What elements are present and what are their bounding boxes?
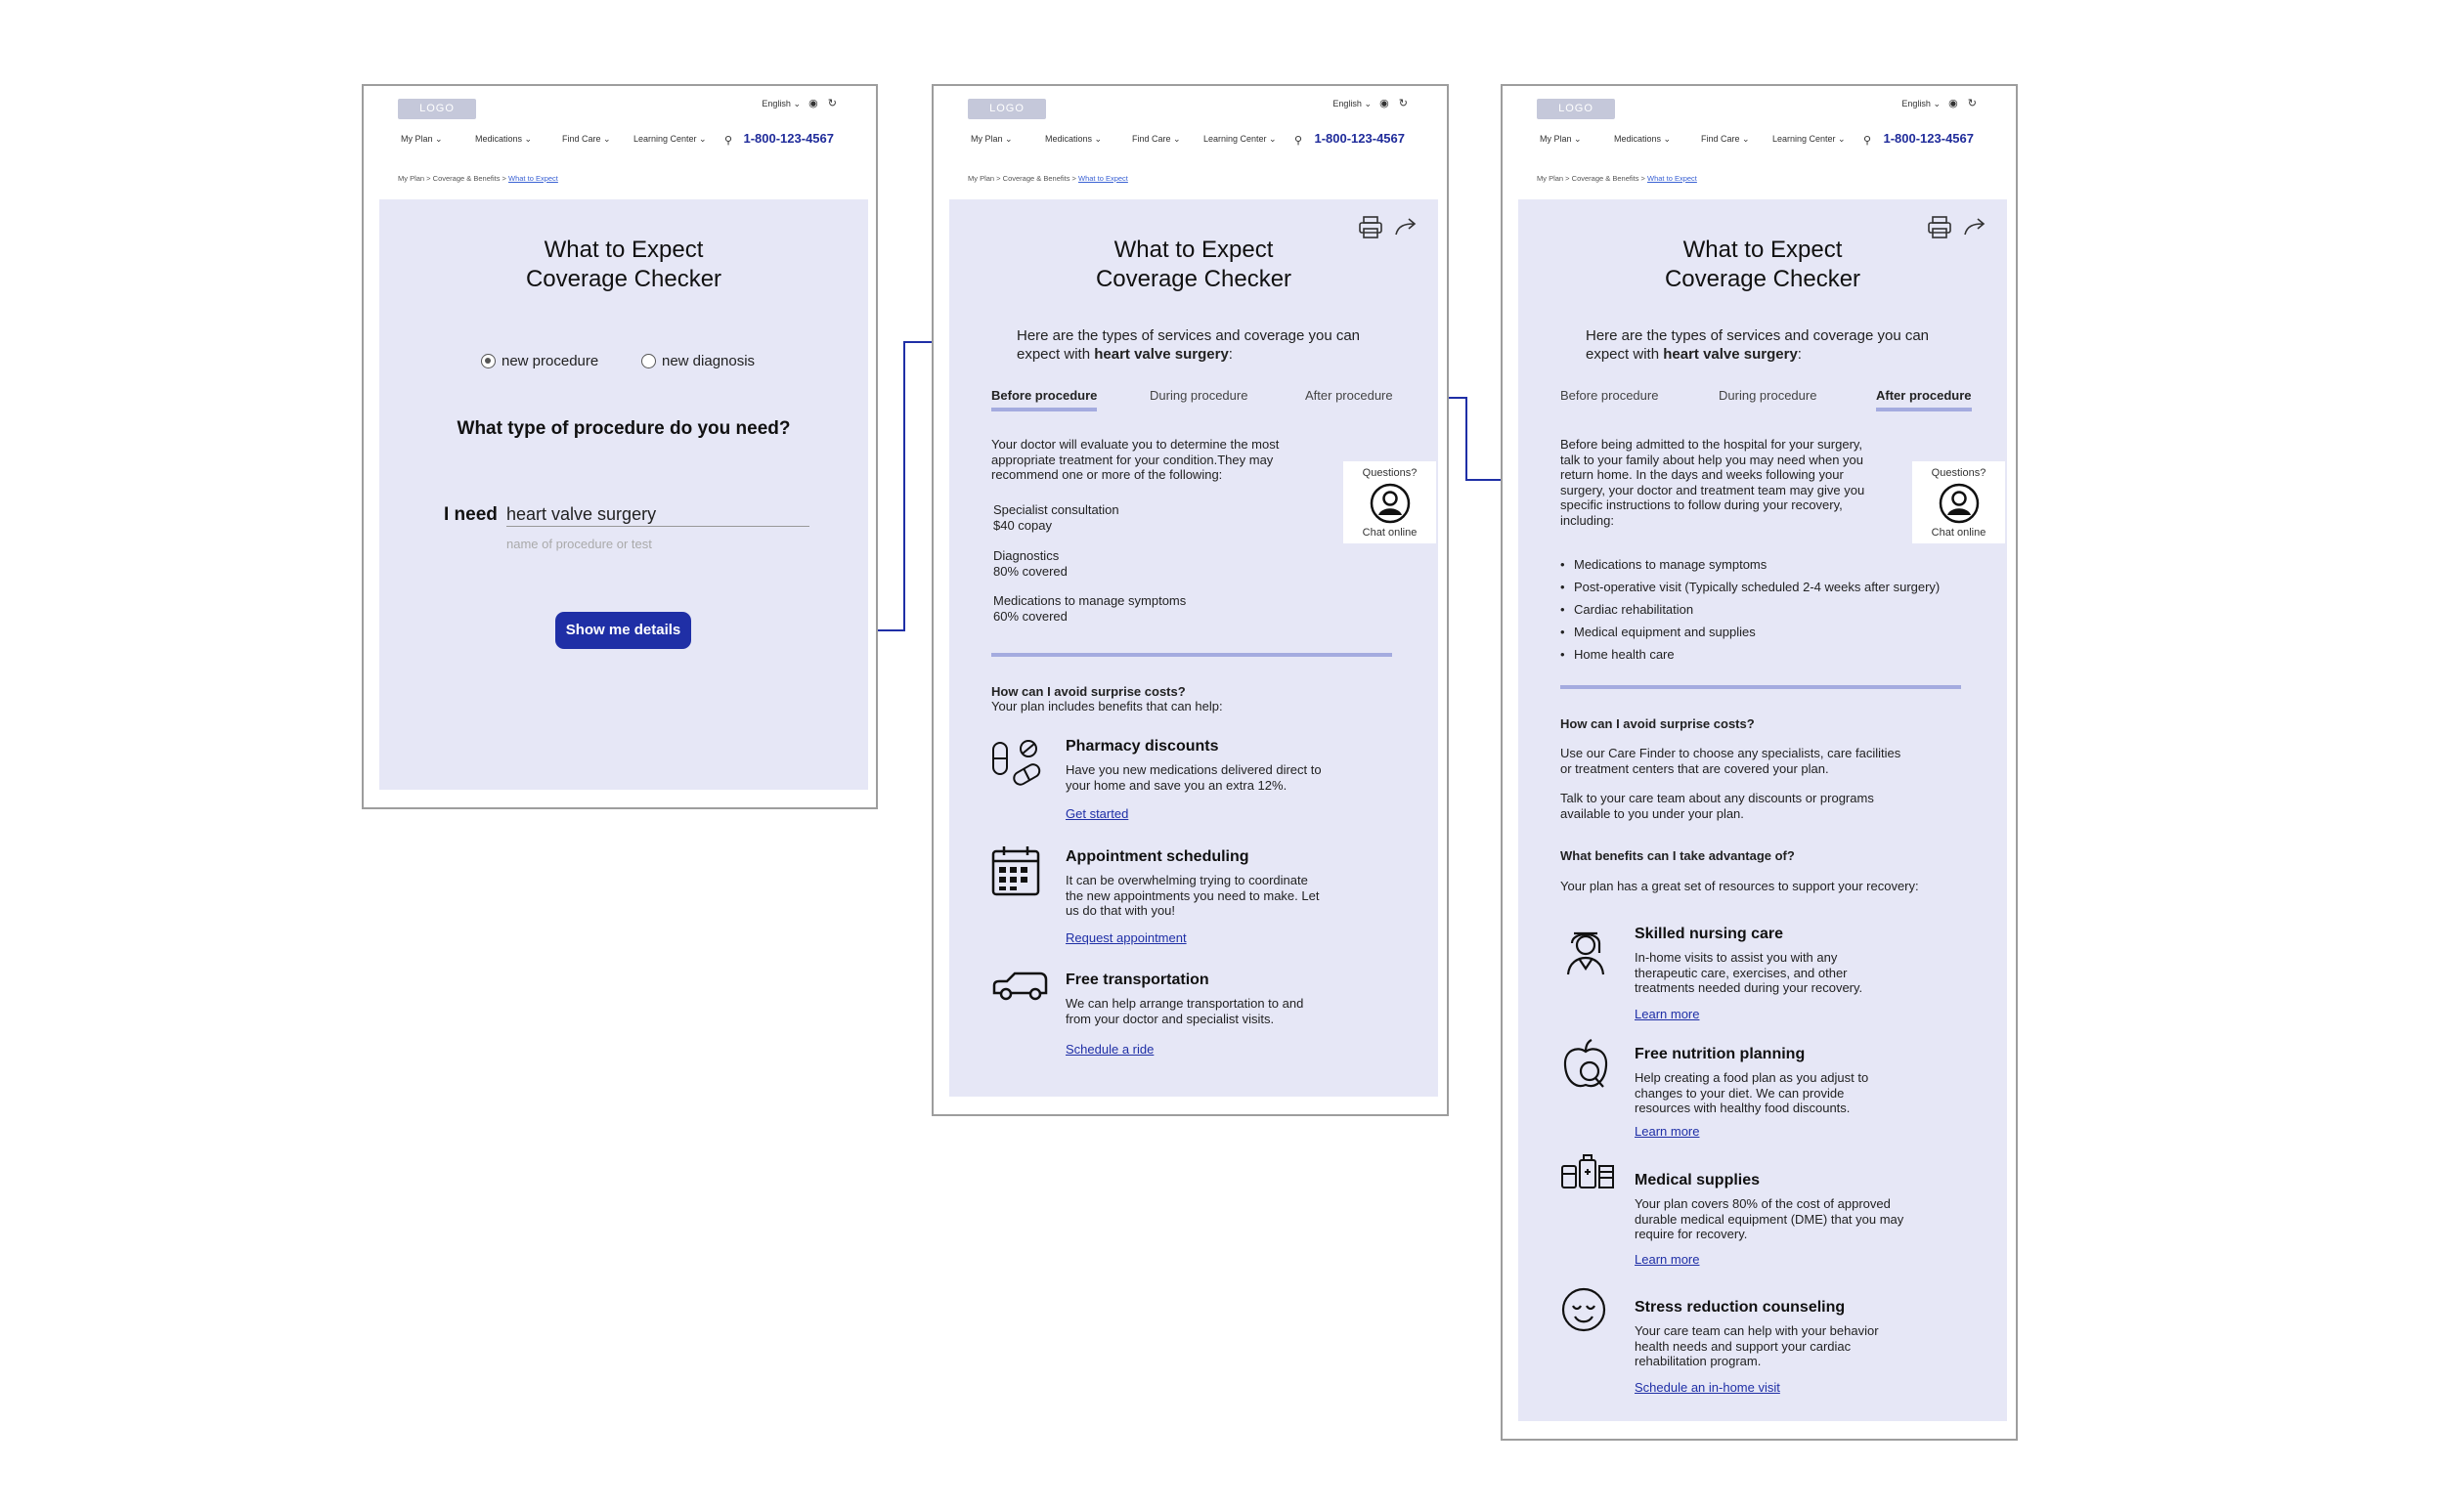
phone-number[interactable]: 1-800-123-4567	[1314, 131, 1405, 146]
coverage-item	[993, 548, 1068, 579]
breadcrumb-my-plan[interactable]: My Plan	[398, 174, 425, 183]
header-icons	[1948, 97, 1977, 109]
header-icons	[808, 97, 837, 109]
benefit-title: Free nutrition planning	[1635, 1046, 1806, 1062]
breadcrumb-current[interactable]: What to Expect	[1647, 174, 1697, 183]
nav-label: Medications	[1614, 134, 1662, 144]
nav-label: Learning Center	[633, 134, 697, 144]
title-line-2: Coverage Checker	[525, 266, 722, 292]
page-title	[949, 236, 1438, 294]
request-appointment-link[interactable]: Request appointment	[1066, 930, 1187, 945]
recovery-item: • Post-operative visit (Typically scheduled 2-4 weeks after surgery)	[1574, 580, 1940, 594]
nav-learning-center[interactable]: Learning Center ⌄	[1772, 134, 1846, 144]
benefit-description: Help creating a food plan as you adjust to changes to your diet. We can provide resources with healthy food discounts.	[1635, 1070, 1869, 1115]
account-icon[interactable]: ◉	[1948, 98, 1958, 109]
benefit-description: Have you new medications delivered direct to your home and save you an extra 12%.	[1066, 762, 1322, 793]
main-nav	[401, 134, 742, 147]
nav-label: Medications	[475, 134, 523, 144]
search-icon[interactable]: ⚲	[1863, 135, 1872, 147]
benefit-description: In-home visits to assist you with any therapeutic care, exercises, and other treatments needed during your recovery.	[1635, 950, 1863, 995]
nav-my-plan[interactable]: My Plan ⌄	[971, 134, 1013, 144]
logo: LOGO	[398, 99, 476, 119]
show-details-button[interactable]: Show me details	[555, 612, 691, 649]
coverage-item	[993, 593, 1186, 624]
print-icon[interactable]	[1360, 217, 1381, 238]
checker-panel	[379, 199, 868, 790]
print-icon[interactable]	[1929, 217, 1950, 238]
car-icon	[991, 958, 1050, 1013]
page-title	[1518, 236, 2007, 294]
nav-label: Find Care	[1132, 134, 1171, 144]
title-line-1: What to Expect	[1113, 237, 1274, 263]
account-icon[interactable]: ◉	[808, 98, 818, 109]
surprise-costs-text: Your plan includes benefits that can help:	[991, 699, 1223, 713]
coverage-item-value: 80% covered	[993, 563, 1068, 579]
breadcrumb-current[interactable]: What to Expect	[1078, 174, 1128, 183]
coverage-item-value: 60% covered	[993, 608, 1068, 624]
nav-my-plan[interactable]: My Plan ⌄	[401, 134, 443, 144]
nav-find-care[interactable]: Find Care ⌄	[562, 134, 611, 144]
procedure-name: heart valve surgery	[1094, 346, 1229, 363]
radio-label: new procedure	[502, 353, 599, 369]
tab-after-procedure[interactable]: After procedure	[1305, 388, 1393, 403]
language-selector[interactable]: English ⌄	[1901, 99, 1941, 108]
pills-icon	[991, 739, 1042, 794]
procedure-question: What type of procedure do you need?	[457, 418, 791, 439]
nav-medications[interactable]: Medications ⌄	[1045, 134, 1103, 144]
nav-medications[interactable]: Medications ⌄	[475, 134, 533, 144]
checker-panel	[1518, 199, 2007, 1421]
after-procedure-text: Before being admitted to the hospital for your surgery, talk to your family about help you may need when you return home. In the days and weeks following your surgery, your doctor and treatment team may give you specific instructions to follow during your recovery, including:	[1560, 437, 1865, 528]
notification-icon[interactable]: ↻	[1967, 98, 1977, 109]
logo: LOGO	[1537, 99, 1615, 119]
nav-label: Learning Center	[1203, 134, 1267, 144]
tab-before-procedure[interactable]: Before procedure	[991, 388, 1098, 403]
chat-online-label: Chat online	[1362, 527, 1418, 539]
nav-find-care[interactable]: Find Care ⌄	[1132, 134, 1181, 144]
screen-1-selection	[362, 84, 878, 809]
tab-during-procedure[interactable]: During procedure	[1150, 388, 1248, 403]
benefit-title: Free transportation	[1066, 972, 1209, 988]
nav-label: Learning Center	[1772, 134, 1836, 144]
intro-text: Here are the types of services and coverage you can expect with heart valve surgery:	[1586, 327, 1930, 363]
phone-number[interactable]: 1-800-123-4567	[743, 131, 834, 146]
smiley-icon	[1560, 1284, 1611, 1339]
procedure-input-hint: name of procedure or test	[506, 537, 652, 551]
logo: LOGO	[968, 99, 1046, 119]
intro-text: Here are the types of services and coverage you can expect with heart valve surgery:	[1017, 327, 1361, 363]
language-selector[interactable]: English ⌄	[762, 99, 801, 108]
surprise-costs-heading: How can I avoid surprise costs?	[991, 684, 1186, 699]
chat-widget[interactable]	[1343, 461, 1436, 543]
surprise-costs-text-1: Use our Care Finder to choose any specialists, care facilities or treatment centers that are covered your plan.	[1560, 746, 1901, 776]
radio-label: new diagnosis	[662, 353, 756, 369]
intro-sentence: Here are the types of services and coverage you can expect with	[1586, 327, 1930, 363]
nav-my-plan[interactable]: My Plan ⌄	[1540, 134, 1582, 144]
notification-icon[interactable]: ↻	[827, 98, 837, 109]
language-selector[interactable]: English ⌄	[1332, 99, 1372, 108]
chat-question-label: Questions?	[1931, 467, 1986, 479]
need-label: I need	[444, 504, 498, 525]
coverage-item	[993, 502, 1119, 533]
nurse-icon	[1560, 924, 1611, 978]
benefit-description: We can help arrange transportation to and from your doctor and specialist visits.	[1066, 996, 1304, 1026]
radio-button[interactable]	[641, 354, 656, 368]
benefit-title: Appointment scheduling	[1066, 848, 1249, 865]
page-title	[379, 236, 868, 294]
benefit-title: Stress reduction counseling	[1635, 1299, 1846, 1316]
calendar-icon	[991, 843, 1042, 898]
benefits-intro: Your plan has a great set of resources to support your recovery:	[1560, 879, 1919, 893]
breadcrumb-coverage[interactable]: Coverage & Benefits	[1002, 174, 1070, 183]
main-nav	[971, 134, 1312, 147]
tab-after-procedure[interactable]: After procedure	[1876, 388, 1972, 403]
coverage-item-name: Medications to manage symptoms	[993, 593, 1187, 608]
search-icon[interactable]: ⚲	[1294, 135, 1303, 147]
benefit-title: Medical supplies	[1635, 1172, 1761, 1188]
nav-medications[interactable]: Medications ⌄	[1614, 134, 1672, 144]
nav-learning-center[interactable]: Learning Center ⌄	[633, 134, 707, 144]
learn-more-link[interactable]: Learn more	[1635, 1252, 1700, 1267]
language-label: English	[762, 99, 791, 108]
title-line-2: Coverage Checker	[1664, 266, 1861, 292]
breadcrumb-coverage[interactable]: Coverage & Benefits	[1571, 174, 1639, 183]
radio-new-procedure[interactable]	[481, 353, 598, 369]
main-nav	[1540, 134, 1881, 147]
chat-widget[interactable]	[1912, 461, 2005, 543]
checker-panel	[949, 199, 1438, 1097]
share-icon[interactable]	[1965, 219, 1984, 235]
benefits-heading: What benefits can I take advantage of?	[1560, 848, 1795, 863]
breadcrumb-my-plan[interactable]: My Plan	[968, 174, 995, 183]
nav-label: Find Care	[1701, 134, 1740, 144]
notification-icon[interactable]: ↻	[1398, 98, 1408, 109]
coverage-item-name: Specialist consultation	[993, 502, 1119, 517]
nav-label: My Plan	[971, 134, 1003, 144]
tab-before-procedure[interactable]: Before procedure	[1560, 388, 1659, 403]
before-procedure-text: Your doctor will evaluate you to determine the most appropriate treatment for your condition.They may recommend one or more of the following:	[991, 437, 1280, 482]
chat-online-label: Chat online	[1931, 527, 1986, 539]
learn-more-link[interactable]: Learn more	[1635, 1007, 1700, 1021]
section-divider	[1560, 685, 1961, 689]
recovery-item: • Cardiac rehabilitation	[1574, 602, 1693, 617]
breadcrumb: My Plan > Coverage & Benefits > What to Expect	[1537, 174, 1697, 183]
get-started-link[interactable]: Get started	[1066, 806, 1129, 821]
title-line-1: What to Expect	[1682, 237, 1843, 263]
chat-agent-icon	[1370, 483, 1411, 524]
nav-label: Medications	[1045, 134, 1093, 144]
nav-label: My Plan	[401, 134, 433, 144]
surprise-costs-heading: How can I avoid surprise costs?	[1560, 716, 1755, 731]
section-divider	[991, 653, 1392, 657]
benefit-description: Your care team can help with your behavior health needs and support your cardiac rehabilitation program.	[1635, 1323, 1879, 1368]
recovery-item: • Medical equipment and supplies	[1574, 625, 1756, 639]
benefit-description: Your plan covers 80% of the cost of approved durable medical equipment (DME) that you may require for recovery.	[1635, 1196, 1904, 1241]
phone-number[interactable]: 1-800-123-4567	[1883, 131, 1974, 146]
breadcrumb-my-plan[interactable]: My Plan	[1537, 174, 1564, 183]
recovery-item: • Medications to manage symptoms	[1574, 557, 1767, 572]
learn-more-link[interactable]: Learn more	[1635, 1124, 1700, 1139]
breadcrumb-current[interactable]: What to Expect	[508, 174, 558, 183]
nav-find-care[interactable]: Find Care ⌄	[1701, 134, 1750, 144]
title-line-1: What to Expect	[544, 237, 704, 263]
screen-3-after-procedure	[1501, 84, 2018, 1441]
language-label: English	[1901, 99, 1931, 108]
language-label: English	[1332, 99, 1362, 108]
nav-label: Find Care	[562, 134, 601, 144]
header-icons	[1379, 97, 1408, 109]
surprise-costs-text-2: Talk to your care team about any discounts or programs available to you under your plan.	[1560, 791, 1874, 821]
benefit-title: Pharmacy discounts	[1066, 738, 1219, 755]
intro-sentence: Here are the types of services and coverage you can expect with	[1017, 327, 1361, 363]
apple-icon	[1560, 1038, 1611, 1093]
tab-during-procedure[interactable]: During procedure	[1719, 388, 1817, 403]
procedure-input[interactable]: heart valve surgery	[506, 504, 809, 527]
radio-button-selected[interactable]	[481, 354, 496, 368]
breadcrumb-coverage[interactable]: Coverage & Benefits	[432, 174, 501, 183]
radio-new-diagnosis[interactable]	[641, 353, 755, 369]
benefit-title: Skilled nursing care	[1635, 926, 1784, 942]
screen-2-before-procedure	[932, 84, 1449, 1116]
account-icon[interactable]: ◉	[1379, 98, 1389, 109]
search-icon[interactable]: ⚲	[724, 135, 733, 147]
nav-learning-center[interactable]: Learning Center ⌄	[1203, 134, 1277, 144]
chat-question-label: Questions?	[1362, 467, 1418, 479]
chat-agent-icon	[1939, 483, 1980, 524]
procedure-name: heart valve surgery	[1663, 346, 1798, 363]
benefit-description: It can be overwhelming trying to coordinate the new appointments you need to make. Let us do that with you!	[1066, 873, 1320, 918]
title-line-2: Coverage Checker	[1095, 266, 1292, 292]
medical-supplies-icon	[1560, 1148, 1619, 1203]
schedule-visit-link[interactable]: Schedule an in-home visit	[1635, 1380, 1780, 1395]
coverage-item-value: $40 copay	[993, 517, 1052, 533]
share-icon[interactable]	[1396, 219, 1415, 235]
coverage-item-name: Diagnostics	[993, 548, 1060, 563]
breadcrumb: My Plan > Coverage & Benefits > What to Expect	[968, 174, 1128, 183]
schedule-ride-link[interactable]: Schedule a ride	[1066, 1042, 1155, 1057]
breadcrumb: My Plan > Coverage & Benefits > What to Expect	[398, 174, 558, 183]
nav-label: My Plan	[1540, 134, 1572, 144]
recovery-item: • Home health care	[1574, 647, 1675, 662]
